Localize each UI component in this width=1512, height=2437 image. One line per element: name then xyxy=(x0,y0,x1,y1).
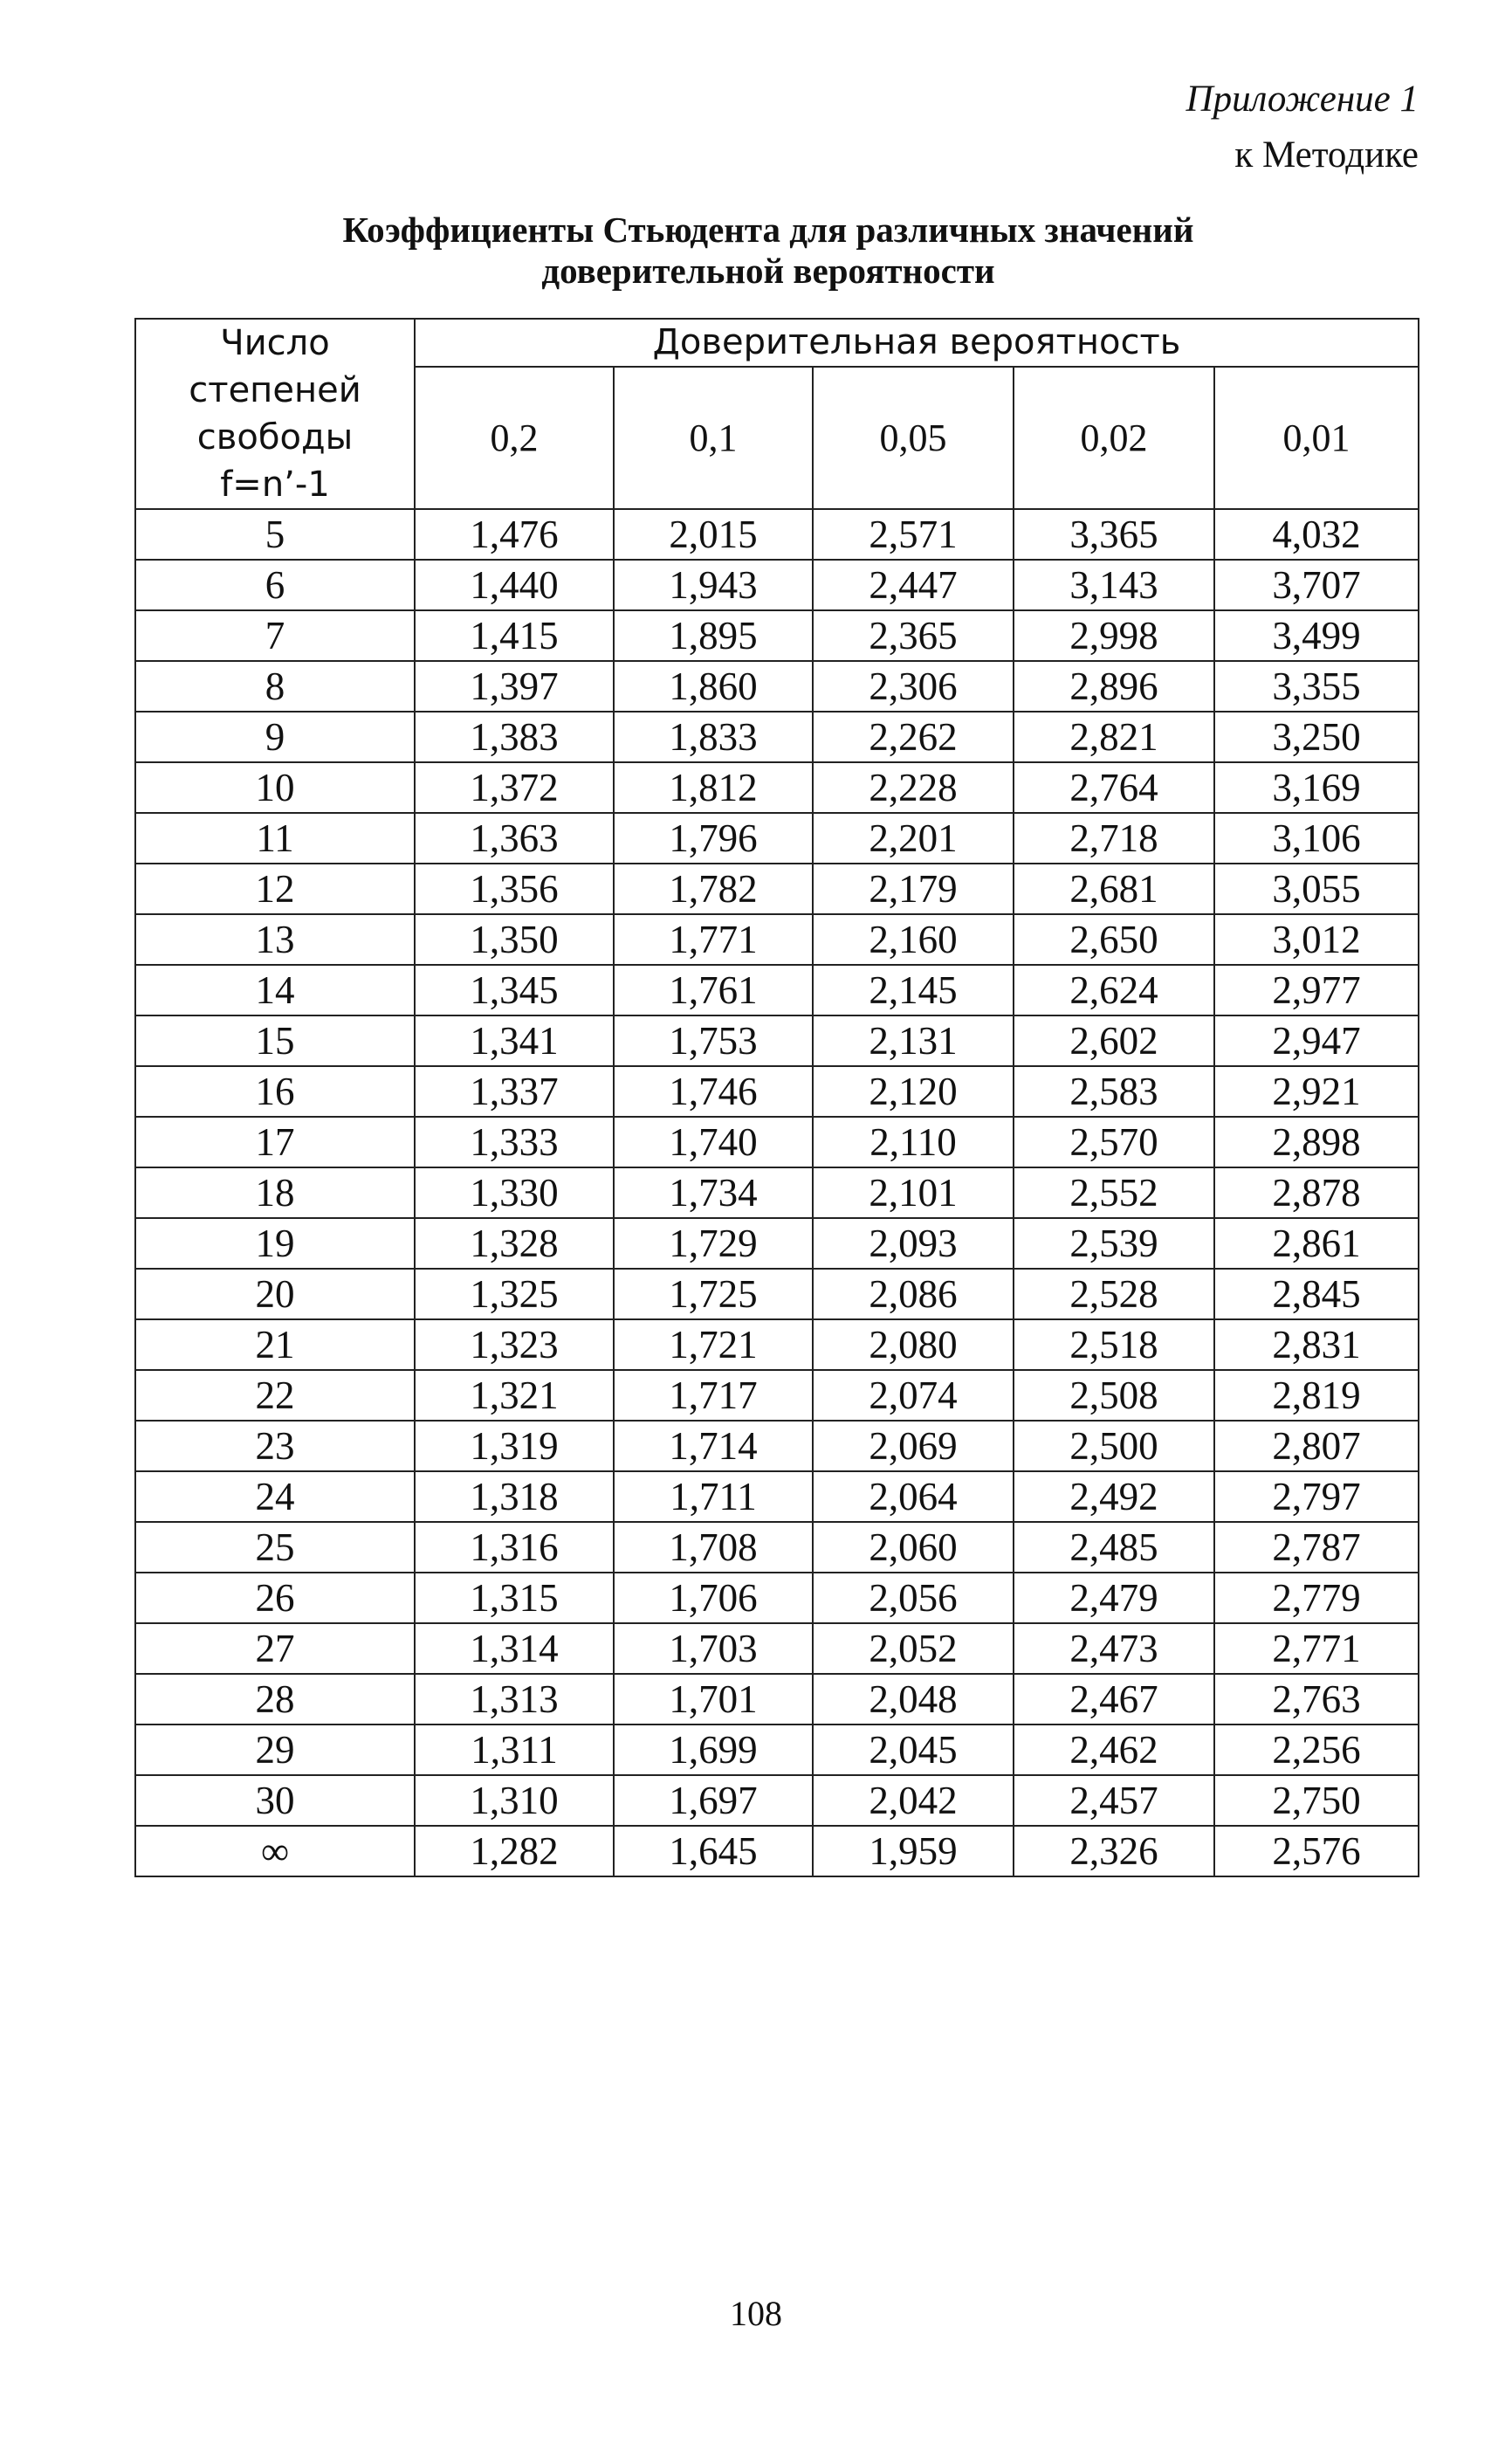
coefficient-cell: 2,819 xyxy=(1214,1370,1419,1421)
dof-cell: 11 xyxy=(135,813,415,864)
table-row xyxy=(135,1826,1419,1876)
coefficient-cell: 2,447 xyxy=(813,560,1014,610)
coefficient-cell: 1,325 xyxy=(415,1269,614,1319)
table-row xyxy=(135,1167,1419,1218)
table-row xyxy=(135,1724,1419,1775)
coefficient-cell: 2,015 xyxy=(614,509,813,560)
coefficient-cell: 1,333 xyxy=(415,1117,614,1167)
table-row xyxy=(135,1775,1419,1826)
coefficient-cell: 2,120 xyxy=(813,1066,1014,1117)
dof-header-line: Число xyxy=(220,323,330,363)
coefficient-cell: 2,977 xyxy=(1214,965,1419,1015)
coefficient-cell: 2,861 xyxy=(1214,1218,1419,1269)
coefficient-cell: 1,319 xyxy=(415,1421,614,1471)
coefficient-cell: 2,896 xyxy=(1014,661,1214,712)
coefficient-cell: 2,492 xyxy=(1014,1471,1214,1522)
coefficient-cell: 2,764 xyxy=(1014,762,1214,813)
coefficient-cell: 2,518 xyxy=(1014,1319,1214,1370)
coefficient-cell: 1,645 xyxy=(614,1826,813,1876)
dof-cell: 21 xyxy=(135,1319,415,1370)
coefficient-cell: 1,761 xyxy=(614,965,813,1015)
coefficient-cell: 1,323 xyxy=(415,1319,614,1370)
dof-cell: 17 xyxy=(135,1117,415,1167)
coefficient-cell: 1,310 xyxy=(415,1775,614,1826)
table-row xyxy=(135,712,1419,762)
coefficient-cell: 1,714 xyxy=(614,1421,813,1471)
coefficient-cell: 2,539 xyxy=(1014,1218,1214,1269)
coefficient-cell: 1,330 xyxy=(415,1167,614,1218)
coefficient-cell: 2,145 xyxy=(813,965,1014,1015)
coefficient-cell: 2,042 xyxy=(813,1775,1014,1826)
coefficient-cell: 2,779 xyxy=(1214,1573,1419,1623)
coefficient-cell: 2,457 xyxy=(1014,1775,1214,1826)
coefficient-cell: 1,771 xyxy=(614,914,813,965)
coefficient-cell: 1,699 xyxy=(614,1724,813,1775)
dof-cell: 18 xyxy=(135,1167,415,1218)
coefficient-cell: 2,131 xyxy=(813,1015,1014,1066)
coefficient-cell: 3,143 xyxy=(1014,560,1214,610)
coefficient-cell: 3,106 xyxy=(1214,813,1419,864)
dof-cell: 28 xyxy=(135,1674,415,1724)
table-row xyxy=(135,1015,1419,1066)
table-title-line-2: доверительной вероятности xyxy=(541,251,995,291)
coefficient-cell: 2,080 xyxy=(813,1319,1014,1370)
coefficient-cell: 1,740 xyxy=(614,1117,813,1167)
probability-header: 0,05 xyxy=(813,367,1014,510)
dof-cell: 12 xyxy=(135,864,415,914)
coefficient-cell: 2,086 xyxy=(813,1269,1014,1319)
dof-cell: 19 xyxy=(135,1218,415,1269)
coefficient-cell: 3,355 xyxy=(1214,661,1419,712)
coefficient-cell: 2,797 xyxy=(1214,1471,1419,1522)
coefficient-cell: 1,316 xyxy=(415,1522,614,1573)
coefficient-cell: 3,250 xyxy=(1214,712,1419,762)
coefficient-cell: 2,763 xyxy=(1214,1674,1419,1724)
dof-cell: 10 xyxy=(135,762,415,813)
coefficient-cell: 1,313 xyxy=(415,1674,614,1724)
dof-cell: 15 xyxy=(135,1015,415,1066)
coefficient-cell: 2,473 xyxy=(1014,1623,1214,1674)
coefficient-cell: 2,650 xyxy=(1014,914,1214,965)
student-coefficients-table xyxy=(134,318,1419,1877)
coefficient-cell: 2,056 xyxy=(813,1573,1014,1623)
coefficient-cell: 3,707 xyxy=(1214,560,1419,610)
coefficient-cell: 1,703 xyxy=(614,1623,813,1674)
coefficient-cell: 2,074 xyxy=(813,1370,1014,1421)
coefficient-cell: 1,328 xyxy=(415,1218,614,1269)
dof-header-line: свободы xyxy=(196,417,354,458)
coefficient-cell: 2,306 xyxy=(813,661,1014,712)
coefficient-cell: 2,093 xyxy=(813,1218,1014,1269)
table-row xyxy=(135,1573,1419,1623)
coefficient-cell: 2,831 xyxy=(1214,1319,1419,1370)
coefficient-cell: 2,101 xyxy=(813,1167,1014,1218)
coefficient-cell: 2,947 xyxy=(1214,1015,1419,1066)
probability-header: 0,02 xyxy=(1014,367,1214,510)
page-number: 108 xyxy=(730,2294,782,2333)
coefficient-cell: 1,701 xyxy=(614,1674,813,1724)
coefficient-cell: 2,898 xyxy=(1214,1117,1419,1167)
confidence-header: Доверительная вероятность xyxy=(415,319,1419,367)
coefficient-cell: 1,753 xyxy=(614,1015,813,1066)
coefficient-cell: 2,110 xyxy=(813,1117,1014,1167)
coefficient-cell: 2,750 xyxy=(1214,1775,1419,1826)
coefficient-cell: 1,746 xyxy=(614,1066,813,1117)
dof-cell: 5 xyxy=(135,509,415,560)
coefficient-cell: 2,228 xyxy=(813,762,1014,813)
coefficient-cell: 1,345 xyxy=(415,965,614,1015)
table-row xyxy=(135,1218,1419,1269)
coefficient-cell: 2,052 xyxy=(813,1623,1014,1674)
coefficient-cell: 2,060 xyxy=(813,1522,1014,1573)
coefficient-cell: 2,508 xyxy=(1014,1370,1214,1421)
coefficient-cell: 2,479 xyxy=(1014,1573,1214,1623)
dof-cell: 26 xyxy=(135,1573,415,1623)
table-row xyxy=(135,1674,1419,1724)
table-row xyxy=(135,1319,1419,1370)
dof-cell: 24 xyxy=(135,1471,415,1522)
coefficient-cell: 1,943 xyxy=(614,560,813,610)
coefficient-cell: 2,807 xyxy=(1214,1421,1419,1471)
coefficient-cell: 2,998 xyxy=(1014,610,1214,661)
table-row xyxy=(135,864,1419,914)
coefficient-cell: 2,500 xyxy=(1014,1421,1214,1471)
coefficient-cell: 1,350 xyxy=(415,914,614,965)
coefficient-cell: 1,697 xyxy=(614,1775,813,1826)
coefficient-cell: 1,383 xyxy=(415,712,614,762)
coefficient-cell: 4,032 xyxy=(1214,509,1419,560)
coefficient-cell: 2,467 xyxy=(1014,1674,1214,1724)
dof-cell: 6 xyxy=(135,560,415,610)
coefficient-cell: 2,570 xyxy=(1014,1117,1214,1167)
dof-column-header xyxy=(135,319,415,509)
dof-cell: 13 xyxy=(135,914,415,965)
coefficient-cell: 2,069 xyxy=(813,1421,1014,1471)
coefficient-cell: 1,708 xyxy=(614,1522,813,1573)
appendix-label: Приложение 1 xyxy=(1186,79,1419,120)
table-row xyxy=(135,914,1419,965)
coefficient-cell: 1,706 xyxy=(614,1573,813,1623)
coefficient-cell: 1,321 xyxy=(415,1370,614,1421)
table-row xyxy=(135,1370,1419,1421)
coefficient-cell: 2,624 xyxy=(1014,965,1214,1015)
coefficient-cell: 1,782 xyxy=(614,864,813,914)
probability-header: 0,2 xyxy=(415,367,614,510)
coefficient-cell: 2,571 xyxy=(813,509,1014,560)
coefficient-cell: 2,179 xyxy=(813,864,1014,914)
coefficient-cell: 1,318 xyxy=(415,1471,614,1522)
coefficient-cell: 3,169 xyxy=(1214,762,1419,813)
table-row xyxy=(135,1623,1419,1674)
coefficient-cell: 3,365 xyxy=(1014,509,1214,560)
table-row xyxy=(135,1269,1419,1319)
dof-header-line: степеней xyxy=(189,370,361,410)
table-title-line-1: Коэффициенты Стьюдента для различных значений xyxy=(342,210,1194,250)
coefficient-cell: 2,602 xyxy=(1014,1015,1214,1066)
coefficient-cell: 1,337 xyxy=(415,1066,614,1117)
dof-cell: 8 xyxy=(135,661,415,712)
coefficient-cell: 2,462 xyxy=(1014,1724,1214,1775)
coefficient-cell: 3,499 xyxy=(1214,610,1419,661)
dof-cell: 7 xyxy=(135,610,415,661)
table-row xyxy=(135,1066,1419,1117)
coefficient-cell: 2,583 xyxy=(1014,1066,1214,1117)
dof-cell: 25 xyxy=(135,1522,415,1573)
table-row xyxy=(135,509,1419,560)
table-body xyxy=(135,509,1419,1876)
coefficient-cell: 2,681 xyxy=(1014,864,1214,914)
dof-cell: 23 xyxy=(135,1421,415,1471)
coefficient-cell: 2,256 xyxy=(1214,1724,1419,1775)
dof-cell: 16 xyxy=(135,1066,415,1117)
coefficient-cell: 1,356 xyxy=(415,864,614,914)
coefficient-cell: 1,440 xyxy=(415,560,614,610)
dof-cell: 30 xyxy=(135,1775,415,1826)
coefficient-cell: 2,528 xyxy=(1014,1269,1214,1319)
coefficient-cell: 2,576 xyxy=(1214,1826,1419,1876)
table-row xyxy=(135,813,1419,864)
coefficient-cell: 2,262 xyxy=(813,712,1014,762)
coefficient-cell: 1,860 xyxy=(614,661,813,712)
coefficient-cell: 3,055 xyxy=(1214,864,1419,914)
dof-cell: 27 xyxy=(135,1623,415,1674)
coefficient-cell: 2,718 xyxy=(1014,813,1214,864)
table-row xyxy=(135,762,1419,813)
coefficient-cell: 2,878 xyxy=(1214,1167,1419,1218)
coefficient-cell: 1,372 xyxy=(415,762,614,813)
coefficient-cell: 2,201 xyxy=(813,813,1014,864)
appendix-reference xyxy=(808,77,1419,178)
table-title xyxy=(227,210,1309,292)
coefficient-cell: 1,711 xyxy=(614,1471,813,1522)
coefficient-cell: 1,476 xyxy=(415,509,614,560)
table-row xyxy=(135,1117,1419,1167)
coefficient-cell: 1,717 xyxy=(614,1370,813,1421)
coefficient-cell: 2,821 xyxy=(1014,712,1214,762)
coefficient-cell: 1,282 xyxy=(415,1826,614,1876)
probability-header: 0,1 xyxy=(614,367,813,510)
dof-cell: 20 xyxy=(135,1269,415,1319)
coefficient-cell: 1,895 xyxy=(614,610,813,661)
dof-cell: 29 xyxy=(135,1724,415,1775)
coefficient-cell: 1,959 xyxy=(813,1826,1014,1876)
coefficient-cell: 1,314 xyxy=(415,1623,614,1674)
coefficient-cell: 2,921 xyxy=(1214,1066,1419,1117)
coefficient-cell: 2,365 xyxy=(813,610,1014,661)
coefficient-cell: 2,045 xyxy=(813,1724,1014,1775)
coefficient-cell: 2,064 xyxy=(813,1471,1014,1522)
coefficient-cell: 1,315 xyxy=(415,1573,614,1623)
coefficient-cell: 2,485 xyxy=(1014,1522,1214,1573)
coefficient-cell: 1,397 xyxy=(415,661,614,712)
table-row xyxy=(135,1421,1419,1471)
coefficient-cell: 2,787 xyxy=(1214,1522,1419,1573)
probability-header: 0,01 xyxy=(1214,367,1419,510)
coefficient-cell: 1,812 xyxy=(614,762,813,813)
coefficient-cell: 1,341 xyxy=(415,1015,614,1066)
coefficient-cell: 2,552 xyxy=(1014,1167,1214,1218)
dof-cell: ∞ xyxy=(135,1826,415,1876)
coefficient-cell: 1,729 xyxy=(614,1218,813,1269)
coefficient-cell: 1,311 xyxy=(415,1724,614,1775)
coefficient-cell: 2,845 xyxy=(1214,1269,1419,1319)
coefficient-cell: 1,833 xyxy=(614,712,813,762)
table-row xyxy=(135,661,1419,712)
table-row xyxy=(135,1471,1419,1522)
coefficient-cell: 1,734 xyxy=(614,1167,813,1218)
appendix-ref: к Методике xyxy=(1234,134,1419,176)
coefficient-cell: 1,796 xyxy=(614,813,813,864)
coefficient-cell: 2,326 xyxy=(1014,1826,1214,1876)
coefficient-cell: 3,012 xyxy=(1214,914,1419,965)
table-row xyxy=(135,610,1419,661)
dof-cell: 22 xyxy=(135,1370,415,1421)
dof-header-line: f=n’-1 xyxy=(220,465,330,505)
coefficient-cell: 2,048 xyxy=(813,1674,1014,1724)
coefficient-cell: 2,771 xyxy=(1214,1623,1419,1674)
dof-cell: 14 xyxy=(135,965,415,1015)
coefficient-cell: 2,160 xyxy=(813,914,1014,965)
coefficient-cell: 1,363 xyxy=(415,813,614,864)
table-row xyxy=(135,965,1419,1015)
coefficient-cell: 1,721 xyxy=(614,1319,813,1370)
coefficient-cell: 1,725 xyxy=(614,1269,813,1319)
table-row xyxy=(135,1522,1419,1573)
dof-cell: 9 xyxy=(135,712,415,762)
table-row xyxy=(135,560,1419,610)
coefficient-cell: 1,415 xyxy=(415,610,614,661)
